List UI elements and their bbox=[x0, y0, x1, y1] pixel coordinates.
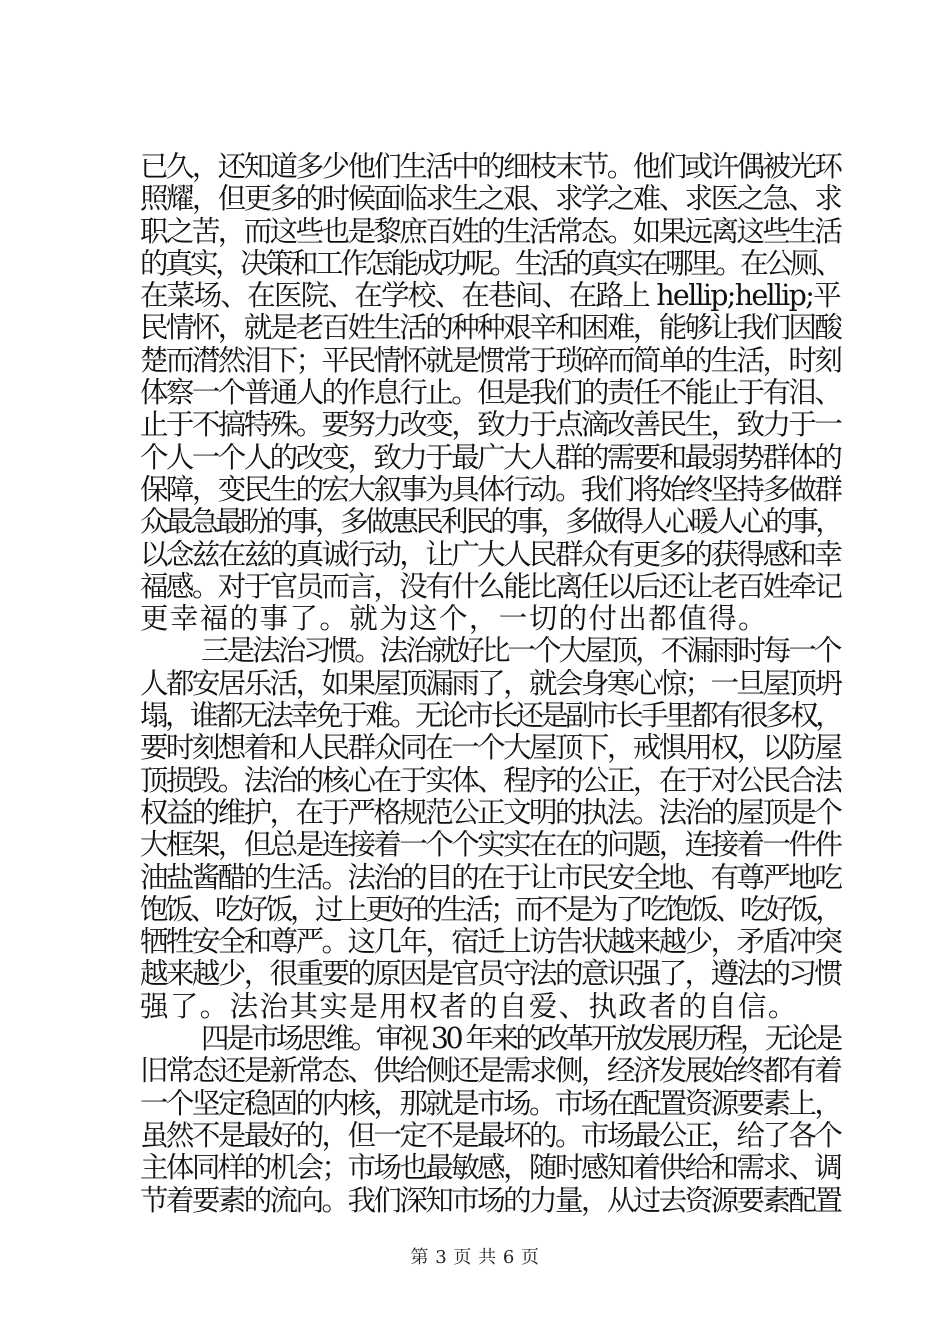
text-line: 饱饭、吃好饭，过上更好的生活；而不是为了吃饱饭、吃好饭， bbox=[140, 892, 841, 926]
text-line: 顶损毁。法治的核心在于实体、程序的公正，在于对公民合法 bbox=[140, 763, 841, 797]
text-line: 的真实，决策和工作怎能成功呢。生活的真实在哪里。在公厕、 bbox=[140, 246, 841, 280]
text-line: 强了。法治其实是用权者的自爱、执政者的自信。 bbox=[140, 989, 798, 1023]
text-line: 牺牲安全和尊严。这几年，宿迁上访告状越来越少，矛盾冲突 bbox=[140, 925, 841, 959]
text-line: 一个坚定稳固的内核，那就是市场。市场在配置资源要素上， bbox=[140, 1086, 841, 1120]
text-line: 大框架，但总是连接着一个个实实在在的问题，连接着一件件 bbox=[140, 828, 841, 862]
text-line: 已久，还知道多少他们生活中的细枝末节。他们或许偶被光环 bbox=[140, 150, 841, 183]
text-line: 要时刻想着和人民群众同在一个大屋顶下，戒惧用权，以防屋 bbox=[140, 731, 841, 765]
text-line: 更幸福的事了。就为这个，一切的付出都值得。 bbox=[140, 602, 768, 636]
text-line: 众最急最盼的事，多做惠民利民的事，多做得人心暖人心的事， bbox=[140, 505, 841, 539]
text-line: 职之苦，而这些也是黎庶百姓的生活常态。如果远离这些生活 bbox=[140, 214, 841, 248]
text-line: 塌，谁都无法幸免于难。无论市长还是副市长手里都有很多权， bbox=[140, 699, 841, 733]
text-line: 以念兹在兹的真诚行动，让广大人民群众有更多的获得感和幸 bbox=[140, 537, 841, 571]
text-line: 节着要素的流向。我们深知市场的力量，从过去资源要素配置 bbox=[140, 1183, 841, 1217]
text-line: 在菜场、在医院、在学校、在巷间、在路上 hellip;hellip;平 bbox=[140, 279, 840, 313]
text-line: 三是法治习惯。法治就好比一个大屋顶，不漏雨时每一个 bbox=[201, 634, 840, 668]
text-line: 保障，变民生的宏大叙事为具体行动。我们将始终坚持多做群 bbox=[140, 472, 841, 506]
text-line: 体察一个普通人的作息行止。但是我们的责任不能止于有泪、 bbox=[140, 376, 841, 410]
text-line: 民情怀，就是老百姓生活的种种艰辛和困难，能够让我们因酸 bbox=[140, 311, 841, 345]
text-line: 人都安居乐活，如果屋顶漏雨了，就会身寒心惊；一旦屋顶坍 bbox=[140, 666, 841, 700]
text-line: 福感。对于官员而言，没有什么能比离任以后还让老百姓牵记 bbox=[140, 569, 841, 603]
body-text bbox=[140, 151, 840, 1217]
text-line: 主体同样的机会；市场也最敏感，随时感知着供给和需求、调 bbox=[140, 1151, 841, 1185]
text-line: 越来越少，很重要的原因是官员守法的意识强了，遵法的习惯 bbox=[140, 957, 841, 991]
text-line: 止于不搞特殊。要努力改变，致力于点滴改善民生，致力于一 bbox=[140, 408, 841, 442]
text-line: 照耀，但更多的时候面临求生之艰、求学之难、求医之急、求 bbox=[140, 182, 841, 216]
text-line: 旧常态还是新常态、供给侧还是需求侧，经济发展始终都有着 bbox=[140, 1054, 841, 1088]
page-footer: 第 3 页 共 6 页 bbox=[410, 1247, 540, 1268]
text-line: 四是市场思维。审视 30 年来的改革开放发展历程，无论是 bbox=[201, 1022, 840, 1056]
text-line: 楚而潸然泪下；平民情怀就是惯常于琐碎而简单的生活，时刻 bbox=[140, 343, 841, 377]
text-line: 权益的维护，在于严格规范公正文明的执法。法治的屋顶是个 bbox=[140, 795, 841, 829]
text-line: 个人一个人的改变，致力于最广大人群的需要和最弱势群体的 bbox=[140, 440, 841, 474]
text-line: 油盐酱醋的生活。法治的目的在于让市民安全地、有尊严地吃 bbox=[140, 860, 841, 894]
text-line: 虽然不是最好的，但一定不是最坏的。市场最公正，给了各个 bbox=[140, 1118, 841, 1152]
